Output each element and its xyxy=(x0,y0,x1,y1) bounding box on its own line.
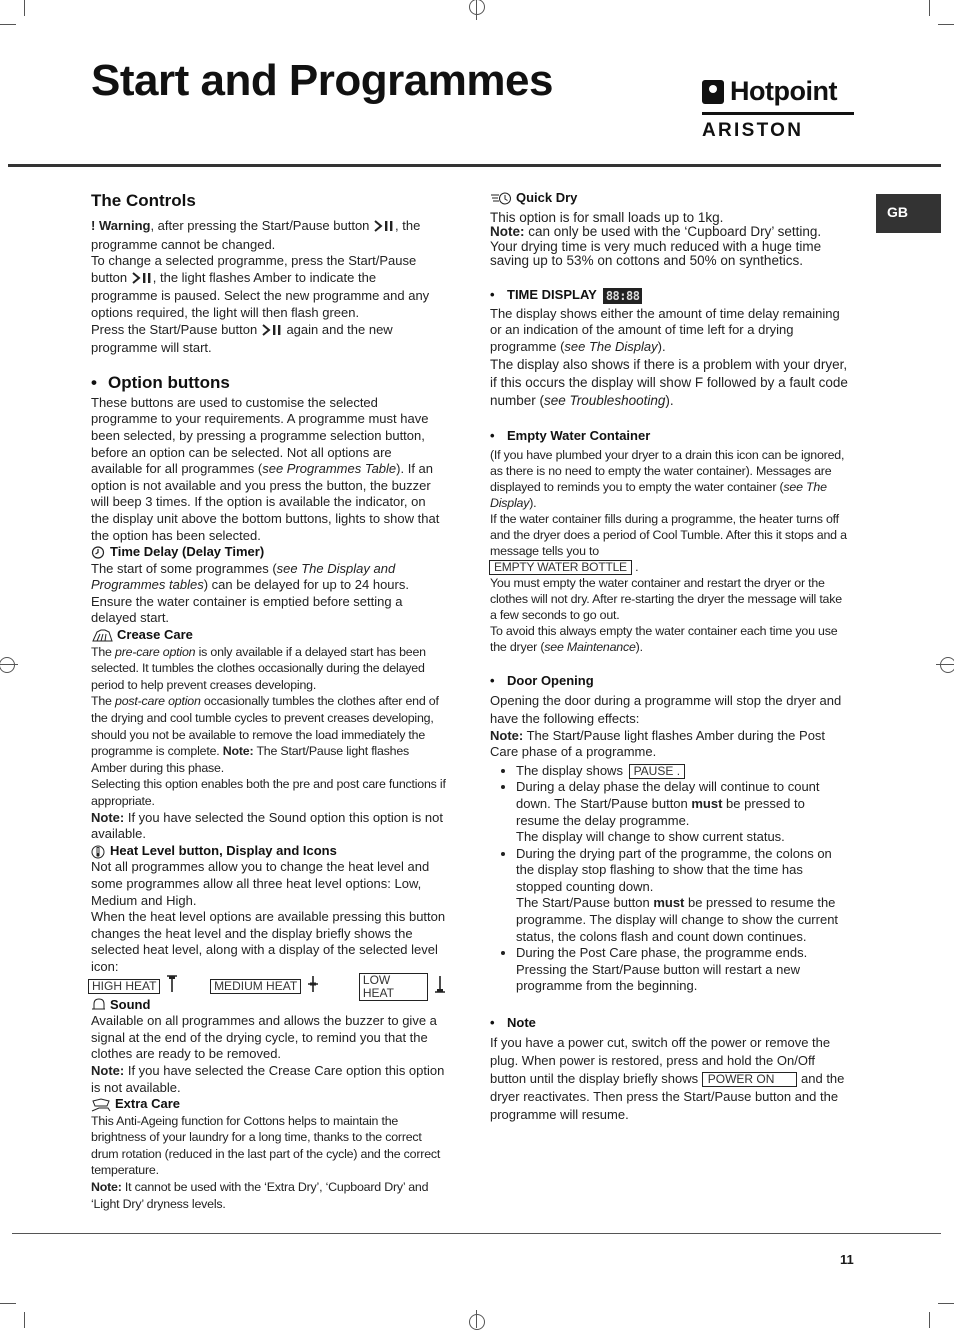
heat-level-paragraph-1: Not all programmes allow you to change the heat level and some programmes allow all three heat level options: Low, Medium and High. xyxy=(91,859,430,908)
door-opening-note: Note: The Start/Pause light flashes Amber during the Post Care phase of a programme. xyxy=(490,727,826,760)
brand-name: Hotpoint xyxy=(730,76,837,106)
effect-item: • During the drying part of the programme, the colons on the display stop flashing to show that the time has stopped counting down. The Start/Pause button must be pressed to resume the programme. The display will change to show the current status, the colons flash and count down continues. xyxy=(516,846,848,946)
brand-logo xyxy=(702,78,856,142)
medium-heat-display: MEDIUM HEAT xyxy=(210,979,301,994)
low-heat-icon xyxy=(434,975,446,998)
low-heat-display: LOW HEAT xyxy=(359,973,428,1001)
crop-mark xyxy=(476,0,477,20)
start-pause-icon xyxy=(132,272,152,289)
door-opening-effects-list xyxy=(490,763,848,995)
option-buttons-heading: • Option buttons xyxy=(91,373,446,393)
crop-mark xyxy=(0,1303,16,1304)
option-buttons-paragraph: These buttons are used to customise the selected programme to your requirements. A programme must have been selected, by pressing a programme selection button, before an option can be selected. Not all options are available for all programmes (see Programmes Table). If an option is not available and you press the button, the buzzer will beep 3 times. If the option is available the indicator, on the display unit above the bottom buttons, lights to show that the option has been selected. xyxy=(91,394,440,543)
time-display-paragraph-2: The display also shows if there is a problem with your dryer, if this occurs the display will show F followed by a fault code number (see Troubleshooting). xyxy=(490,357,848,409)
crop-mark xyxy=(936,664,954,665)
crop-mark xyxy=(476,1310,477,1328)
crop-mark xyxy=(24,0,25,16)
water-container-paragraph-3: You must empty the water container and restart the dryer or the clothes will not dry. After re-starting the dryer the message will take a few seconds to go out. xyxy=(490,575,842,622)
crop-mark xyxy=(938,1303,954,1304)
logo-divider xyxy=(702,112,854,115)
clock-icon xyxy=(91,546,106,559)
heat-level-heading: Heat Level button, Display and Icons xyxy=(91,843,446,860)
registration-mark xyxy=(469,0,485,15)
registration-mark xyxy=(940,657,954,673)
time-delay-paragraph: The start of some programmes (see The Display and Programmes tables) can be delayed for up to 24 hours. Ensure the water container is emptied before setting a delayed start. xyxy=(91,560,409,626)
crease-care-select-paragraph: Selecting this option enables both the pre and post care functions if appropriate. xyxy=(91,777,446,808)
extra-care-heading: Extra Care xyxy=(91,1096,446,1113)
press-paragraph: Press the Start/Pause button again and the new programme will start. xyxy=(91,321,393,356)
bell-icon xyxy=(91,998,106,1011)
start-pause-icon xyxy=(374,220,394,237)
note-paragraph: If you have a power cut, switch off the power or remove the plug. When power is restored, press and hold the On/Off button until the display briefly shows POWER ON and the dryer reactivates. Then press the Start/Pause button and the programme will resume. xyxy=(490,1034,845,1122)
power-on-display: POWER ON xyxy=(702,1072,798,1087)
water-container-message: EMPTY WATER BOTTLE . xyxy=(490,559,848,575)
footer-divider xyxy=(12,1233,941,1234)
language-tab: GB xyxy=(876,194,941,233)
extra-care-note: Note: It cannot be used with the ‘Extra Dry’, ‘Cupboard Dry’ and ‘Light Dry’ dryness levels. xyxy=(91,1180,429,1211)
start-pause-icon xyxy=(262,324,282,341)
registration-mark xyxy=(0,657,15,673)
crop-mark xyxy=(0,24,16,25)
left-column xyxy=(91,190,446,1212)
high-heat-icon xyxy=(166,975,178,998)
thermometer-icon xyxy=(91,845,106,858)
sound-heading: Sound xyxy=(91,997,446,1014)
hotpoint-logo-icon xyxy=(702,80,724,104)
quick-dry-paragraph: This option is for small loads up to 1kg. xyxy=(490,209,724,225)
water-container-paragraph-2: If the water container fills during a programme, the heater turns off and the dryer does a period of Cool Tumble. After this it stops and a message tells you to xyxy=(490,511,847,558)
water-container-heading: • Empty Water Container xyxy=(490,428,848,445)
page-title: Start and Programmes xyxy=(91,56,553,105)
shirt-crease-icon xyxy=(91,629,113,642)
crop-mark xyxy=(929,0,930,16)
water-container-paragraph-1: (If you have plumbed your dryer to a drain this icon can be ignored, as there is no need to empty the water container). Messages are displayed to reminds you to empty the water container (see The Display). xyxy=(490,447,845,510)
heat-level-icons xyxy=(91,972,446,1000)
medium-heat-icon xyxy=(307,975,319,998)
effect-item: • During the Post Care phase, the programme ends. Pressing the Start/Pause button will restart a new programme from the beginning. xyxy=(516,945,848,995)
heat-level-paragraph-2: When the heat level options are available pressing this button changes the heat level and the display briefly shows the selected heat level, along with a display of the selected level icon: xyxy=(91,909,446,974)
right-column xyxy=(490,190,848,1124)
quick-dry-note: Note: can only be used with the ‘Cupboard Dry’ setting. Your drying time is very much reduced with a huge time saving up to 53% on cottons and 50% on synthetics. xyxy=(490,224,822,269)
time-delay-heading: Time Delay (Delay Timer) xyxy=(91,544,446,561)
crop-mark xyxy=(24,1312,25,1328)
controls-heading: The Controls xyxy=(91,191,196,210)
crop-mark xyxy=(0,664,18,665)
pause-display: PAUSE . xyxy=(629,764,685,779)
change-paragraph: To change a selected programme, press the Start/Pause button , the light flashes Amber to indicate the programme is paused. Select the new programme and any options required, the light will then flash green. xyxy=(91,253,430,320)
pre-care-paragraph: The pre-care option is only available if a delayed start has been selected. It tumbles the clothes occasionally during the delayed period to help prevent creases developing. xyxy=(91,644,426,692)
crop-mark xyxy=(938,24,954,25)
low-heat-indicator xyxy=(359,973,446,1001)
quick-dry-icon xyxy=(490,192,512,205)
empty-water-bottle-display: EMPTY WATER BOTTLE xyxy=(489,560,632,575)
note-heading: • Note xyxy=(490,1015,848,1032)
medium-heat-indicator xyxy=(210,975,359,998)
effect-item: • The display shows PAUSE . xyxy=(516,763,848,780)
header-divider xyxy=(8,164,941,167)
door-opening-paragraph: Opening the door during a programme will stop the dryer and have the following effects: xyxy=(490,692,842,726)
quick-dry-heading: Quick Dry xyxy=(490,190,848,207)
warning-paragraph: ! Warning, after pressing the Start/Pause button , the programme cannot be changed. xyxy=(91,218,421,252)
effect-item: • During a delay phase the delay will continue to count down. The Start/Pause button must be pressed to resume the delay programme. The display will change to show current status. xyxy=(516,779,848,845)
high-heat-display: HIGH HEAT xyxy=(88,979,160,994)
crease-care-heading: Crease Care xyxy=(91,627,446,644)
time-display-paragraph-1: The display shows either the amount of time delay remaining or an indication of the amount of time left for a drying programme (see The Display). xyxy=(490,305,840,354)
crease-care-note: Note: If you have selected the Sound option this option is not available. xyxy=(91,809,443,842)
high-heat-indicator xyxy=(91,975,210,998)
brand-subname: ARISTON xyxy=(702,120,804,141)
sound-paragraph: Available on all programmes and allows the buzzer to give a signal at the end of the drying cycle, to remind you that the clothes are ready to be removed. xyxy=(91,1013,437,1062)
page-number: 11 xyxy=(840,1252,854,1267)
time-display-heading: • TIME DISPLAY 88:88 xyxy=(490,287,848,304)
extra-care-paragraph: This Anti-Ageing function for Cottons helps to maintain the brightness of your laundry for a long time, thanks to the correct drum rotation (reduced in the last part of the cycle) and the correct temperature. xyxy=(91,1113,441,1178)
water-container-paragraph-4: To avoid this always empty the water container each time you use the dryer (see Maintenance). xyxy=(490,623,838,654)
door-opening-heading: • Door Opening xyxy=(490,673,848,690)
post-care-paragraph: The post-care option occasionally tumbles the clothes after end of the drying and cool tumble cycles to prevent creases developing, should you not be available to remove the load immediately the programme is complete. Note: The Start/Pause light flashes Amber during this phase. xyxy=(91,694,439,775)
hand-garment-icon xyxy=(91,1098,111,1111)
sound-note: Note: If you have selected the Crease Care option this option is not available. xyxy=(91,1062,445,1095)
time-display-lcd: 88:88 xyxy=(603,288,643,304)
crop-mark xyxy=(929,1312,930,1328)
